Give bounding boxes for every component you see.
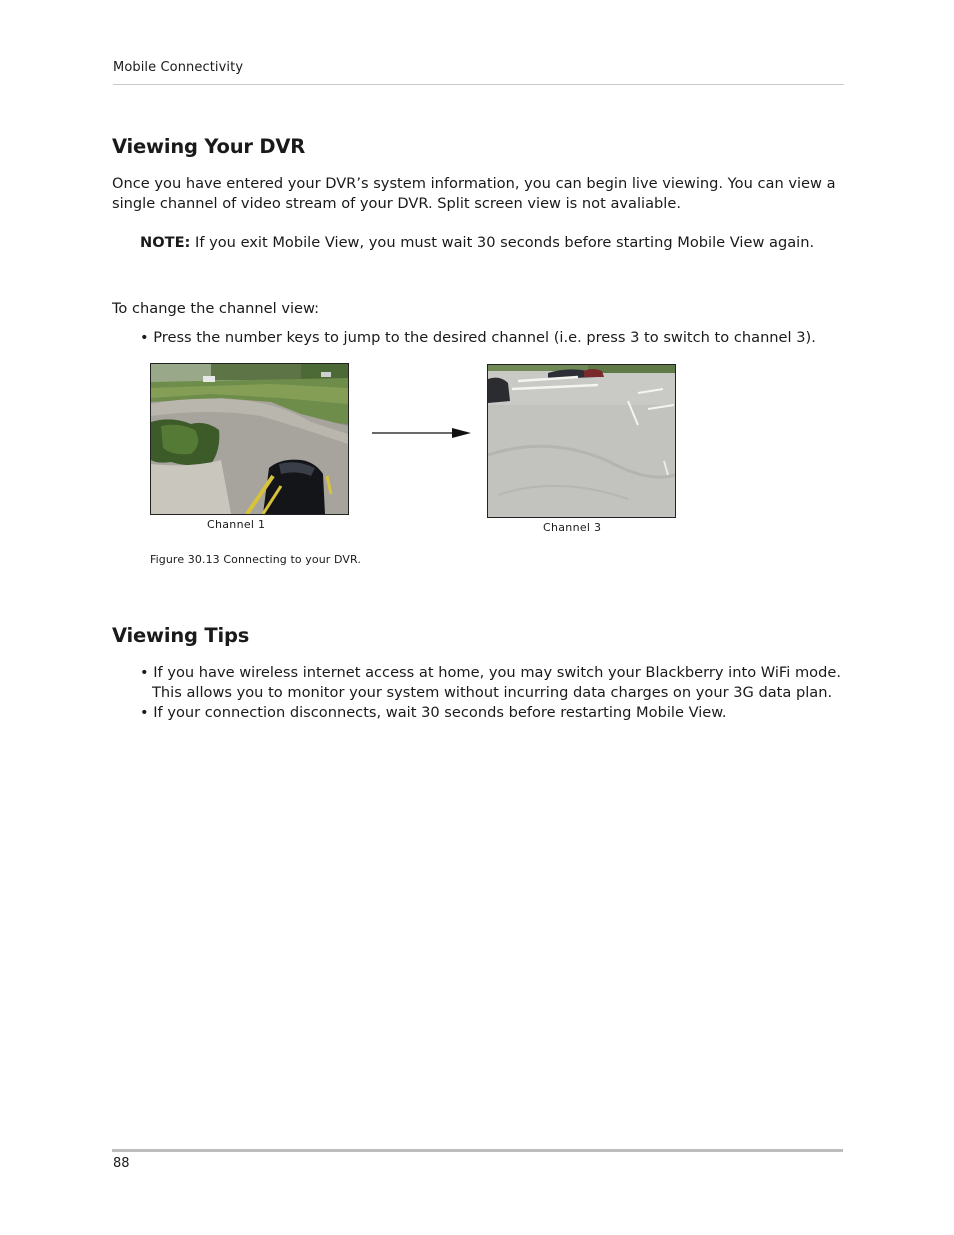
note-text: If you exit Mobile View, you must wait 30 seconds before starting Mobile View again. — [190, 234, 815, 251]
page-number: 88 — [113, 1156, 130, 1171]
viewing-dvr-intro: Once you have entered your DVR’s system information, you can begin live viewing. You can view a single channel of video stream of your DVR. Split screen view is not avaliable. — [112, 175, 836, 212]
footer-divider — [112, 1149, 843, 1152]
channel-3-image — [487, 364, 676, 518]
header-section-title: Mobile Connectivity — [113, 60, 244, 75]
change-channel-intro: To change the channel view: — [112, 300, 320, 317]
channel-3-caption: Channel 3 — [543, 521, 602, 534]
viewing-tips-heading: Viewing Tips — [112, 624, 250, 647]
right-arrow-icon — [372, 426, 472, 442]
change-channel-bullet: • Press the number keys to jump to the desired channel (i.e. press 3 to switch to channel 3). — [140, 329, 816, 346]
note-label: NOTE: — [140, 234, 191, 251]
list-item: • If you have wireless internet access at home, you may switch your Blackberry into WiFi mode. This allows you to monitor your system without incurring data charges on your 3G data plan. — [140, 664, 841, 701]
viewing-tips-list — [140, 663, 860, 723]
viewing-dvr-heading: Viewing Your DVR — [112, 135, 306, 158]
channel-1-image — [150, 363, 349, 515]
header-divider — [113, 84, 844, 85]
channel-1-caption: Channel 1 — [207, 518, 266, 531]
list-item: • If your connection disconnects, wait 30 seconds before restarting Mobile View. — [140, 704, 727, 721]
note-paragraph — [140, 233, 840, 253]
figure-caption: Figure 30.13 Connecting to your DVR. — [150, 553, 361, 566]
